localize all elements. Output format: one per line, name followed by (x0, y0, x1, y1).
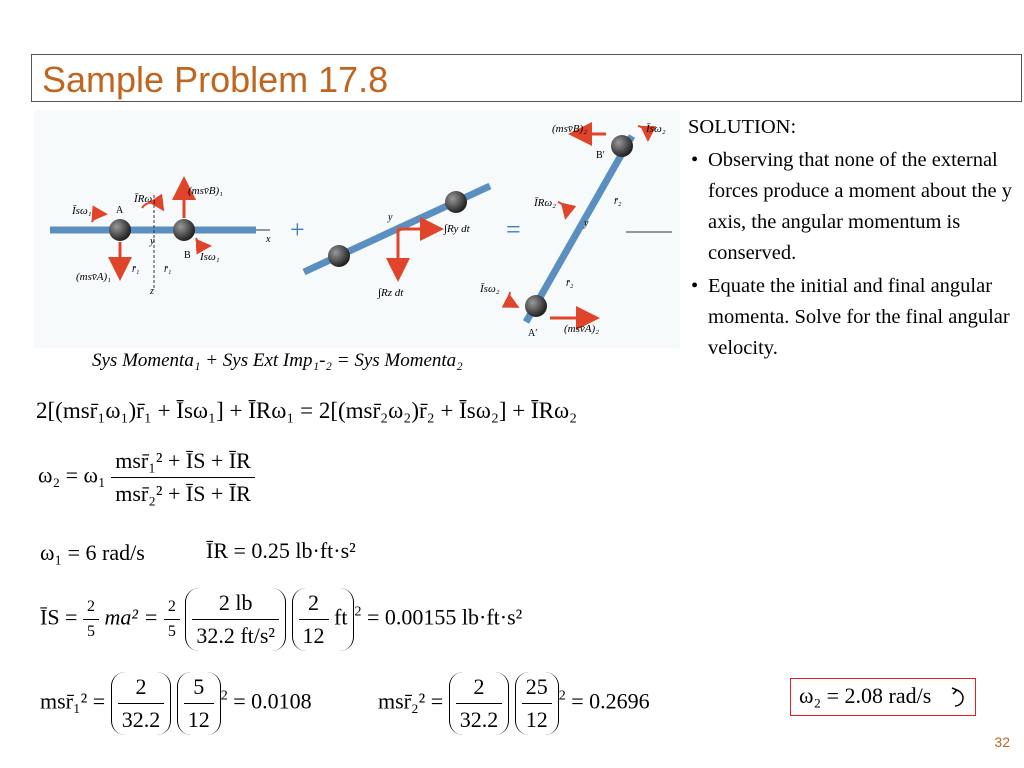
ball-b-impulse (445, 191, 467, 213)
mr1-paren-2-den: 12 (187, 707, 210, 732)
mr1-paren-2-num: 5 (184, 674, 214, 704)
label-is-w1: Īsω₁ (72, 205, 92, 217)
mr1-paren-1-num: 2 (118, 674, 165, 704)
label-msvb1: (msv̄B)₁ (188, 185, 223, 197)
label-a: A (116, 205, 124, 216)
page-number: 32 (994, 734, 1010, 750)
omega2-denominator: msr̄₂² + ĪS + ĪR (115, 481, 251, 506)
mr2-paren-2-num: 25 (522, 674, 552, 704)
is-equation (40, 588, 522, 651)
mr2-square: 2 (558, 688, 566, 704)
is-paren-2 (292, 588, 355, 651)
title-box (31, 54, 1022, 102)
label-bprime: B′ (596, 150, 605, 161)
label-aprime: A′ (528, 328, 538, 339)
mr1-paren-1 (111, 672, 172, 735)
omega1-value: ω₁ = 6 rad/s (40, 540, 145, 565)
solution-heading: SOLUTION: (688, 116, 797, 138)
solution-bullet-2: • Equate the initial and final angular momenta. Solve for the final angular velocity. (688, 271, 1018, 364)
omega2-numerator: msr̄₁² + ĪS + ĪR (111, 448, 255, 478)
is-square: 2 (354, 604, 362, 620)
is-fraction-2-num: 2 (164, 598, 180, 620)
is-lhs: ĪS = (40, 604, 83, 630)
label-x: x (266, 234, 271, 245)
mr2-paren-1 (449, 672, 510, 735)
is-paren-2-unit: ft (334, 604, 348, 630)
mr2-paren-1-den: 32.2 (459, 707, 499, 732)
ball-b-final (611, 135, 633, 157)
solution-panel (688, 112, 1018, 364)
label-ir-w2: ĪRω₂ (534, 197, 556, 209)
mr2-lhs: msr̄₂² = (378, 688, 444, 714)
label-r2b: r̄₂ (566, 278, 574, 289)
is-fraction-1-den: 5 (86, 623, 95, 640)
omega2-lhs: ω₂ = ω₁ (38, 462, 106, 488)
ball-a-impulse (328, 245, 350, 267)
momentum-diagram (34, 110, 680, 348)
equals-sign: = (506, 215, 521, 244)
is-result: = 0.00155 lb·ft·s² (366, 604, 523, 630)
ball-a-final (525, 295, 547, 317)
is-paren-1 (185, 588, 286, 651)
label-is-w1b: Isω₁ (200, 251, 220, 263)
label-y-final: y (584, 218, 589, 229)
is-paren-2-den: 12 (302, 623, 325, 648)
is-fraction-2 (164, 598, 180, 641)
mr1-square: 2 (220, 688, 228, 704)
plus-sign: + (290, 215, 305, 244)
mr1-equation (40, 672, 312, 735)
rotation-arrow-icon (951, 687, 969, 709)
omega2-equation (38, 448, 255, 507)
answer-box (790, 678, 976, 716)
is-fraction-1 (83, 598, 99, 641)
page-title: Sample Problem 17.8 (42, 59, 389, 100)
mr1-lhs: msr̄₁² = (40, 688, 106, 714)
label-ry: ∫Ry dt (444, 223, 470, 235)
is-paren-2-num: 2 (299, 590, 329, 620)
label-is-w2a: Īsω₂ (646, 123, 666, 135)
label-y: y (150, 236, 155, 247)
label-msva2: (msv̄A)₂ (564, 323, 599, 335)
label-msvb2: (msv̄B)₂ (552, 123, 587, 135)
solution-bullets (688, 145, 1018, 364)
label-ir-w1: ĪRω₁ (134, 193, 156, 205)
conservation-equation: 2[(msr̄₁ω₁)r̄₁ + Īsω₁] + ĪRω₁ = 2[(msr̄₂ω₂)r̄₂ + Īsω₂] + ĪRω₂ (36, 398, 578, 423)
answer-value: ω₂ = 2.08 rad/s (799, 683, 932, 708)
is-fraction-2-den: 5 (167, 623, 176, 640)
label-r2a: r̄₂ (614, 196, 622, 207)
is-fraction-1-num: 2 (83, 598, 99, 620)
label-rz: ∫Rz dt (378, 287, 404, 299)
ball-a-initial (109, 219, 131, 241)
omega2-fraction (111, 448, 255, 507)
mr2-paren-2 (515, 672, 559, 735)
label-b: B (184, 250, 191, 261)
mr1-paren-2 (177, 672, 221, 735)
ball-b-initial (173, 219, 195, 241)
is-ma: ma² = (104, 604, 164, 630)
mr2-paren-1-num: 2 (456, 674, 503, 704)
is-paren-1-den: 32.2 ft/s² (196, 623, 276, 648)
solution-bullet-1: • Observing that none of the external forces produce a moment about the y axis, the angular momentum is conserved. (688, 145, 1018, 269)
label-r1a: r̄₁ (132, 264, 140, 275)
label-z: z (150, 286, 154, 297)
momenta-equation: Sys Momenta₁ + Sys Ext Imp₁-₂ = Sys Momenta₂ (92, 350, 463, 371)
is-paren-1-num: 2 lb (192, 590, 279, 620)
label-msva1: (msv̄A)₁ (76, 271, 111, 283)
mr1-paren-1-den: 32.2 (121, 707, 161, 732)
mr2-equation (378, 672, 650, 735)
label-is-w2b: Īsω₂ (480, 283, 500, 295)
mr1-result: = 0.0108 (233, 688, 312, 714)
ir-value: ĪR = 0.25 lb·ft·s² (206, 538, 356, 563)
mr2-paren-2-den: 12 (525, 707, 548, 732)
label-y-mid: y (388, 212, 393, 223)
mr2-result: = 0.2696 (571, 688, 650, 714)
label-r1b: r̄₁ (164, 264, 172, 275)
